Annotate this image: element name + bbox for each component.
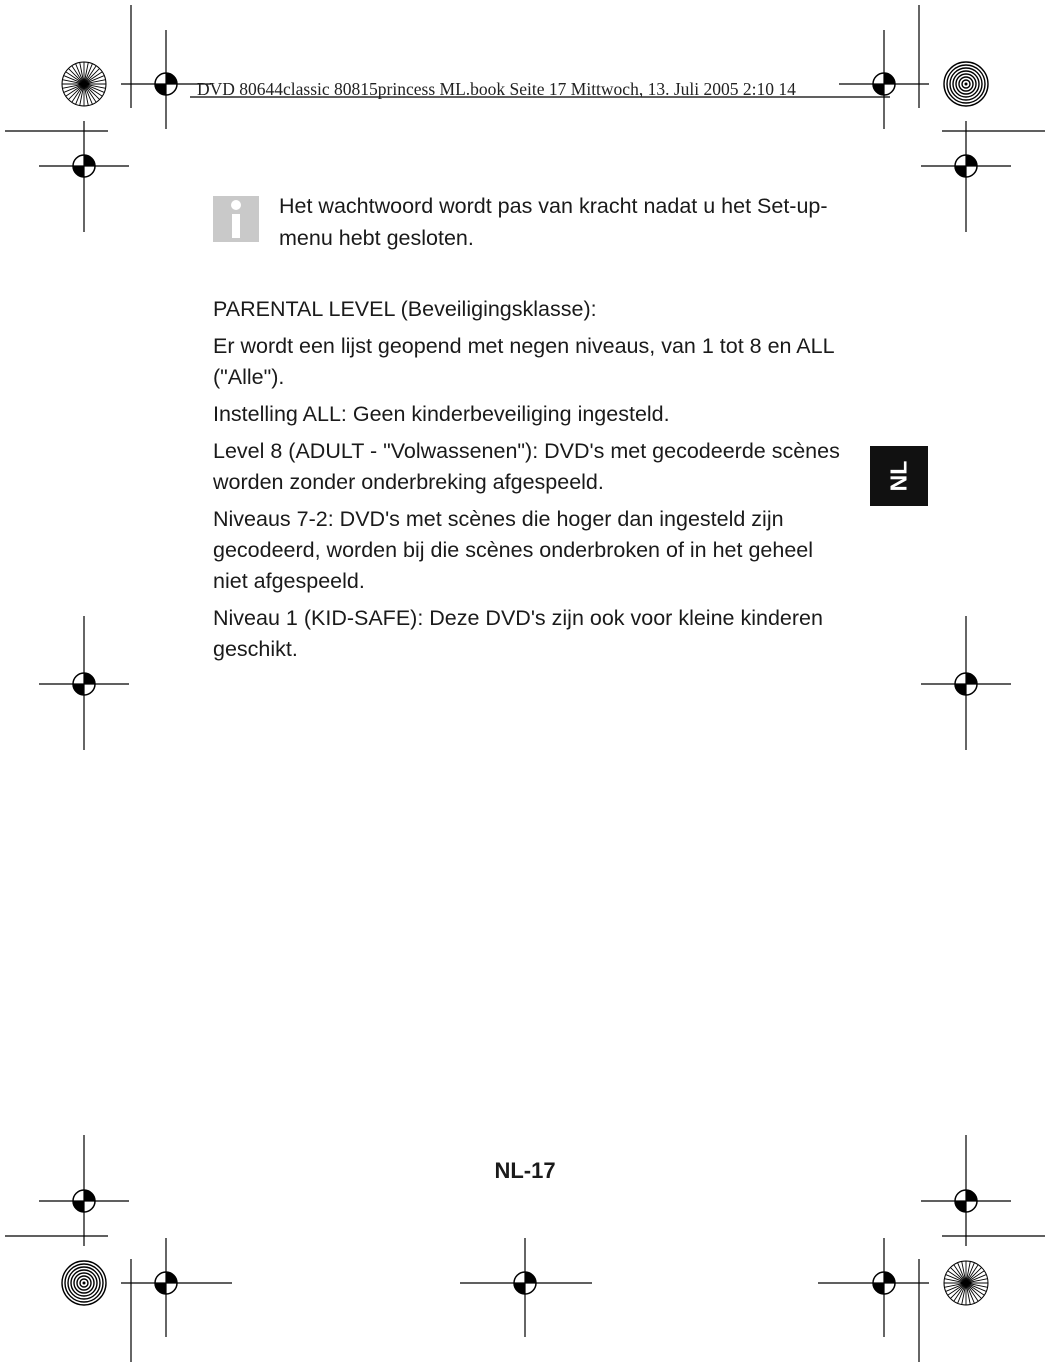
language-tab-label: NL [885, 460, 912, 492]
registration-mark-icon [921, 639, 1011, 729]
parental-level-section [213, 294, 853, 671]
key-term: ALL [302, 402, 341, 426]
ring-target-icon [944, 62, 988, 106]
ring-target-icon [62, 1261, 106, 1305]
registration-mark-icon [39, 121, 129, 211]
registration-mark-icon [839, 1238, 929, 1328]
paragraph: Niveaus 7-2: DVD's met scènes die hoger dan ingesteld zijn gecodeerd, worden bij die scènes onderbroken of in het geheel niet afgespeeld. [213, 507, 814, 593]
star-target-icon [944, 1261, 988, 1305]
page-number: NL-17 [494, 1158, 556, 1183]
key-term: KID-SAFE [311, 606, 411, 630]
print-header: DVD 80644classic 80815princess ML.book Seite 17 Mittwoch, 13. Juli 2005 2:10 14 [197, 79, 796, 99]
registration-mark-icon [39, 639, 129, 729]
star-target-icon [62, 62, 106, 106]
registration-mark-icon [921, 121, 1011, 211]
note-text: Het wachtwoord wordt pas van kracht nadat u het Set-up-menu hebt gesloten. [279, 194, 828, 250]
heading-key: PARENTAL LEVEL [213, 297, 395, 321]
paragraph: Instelling ALL: Geen kinderbeveiliging ingesteld. [213, 402, 670, 426]
language-tab [870, 446, 928, 506]
key-term: ADULT [295, 439, 364, 463]
paragraph: Niveau 1 (KID-SAFE): Deze DVD's zijn ook voor kleine kinderen geschikt. [213, 606, 823, 661]
paragraph: Er wordt een lijst geopend met negen niveaus, van 1 tot 8 en ALL ("Alle"). [213, 334, 834, 389]
key-term: ALL [796, 334, 834, 358]
registration-mark-icon [121, 1238, 211, 1328]
registration-mark-icon [480, 1238, 570, 1328]
section-heading: PARENTAL LEVEL (Beveiligingsklasse): [213, 297, 597, 321]
paragraph: Level 8 (ADULT - "Volwassenen"): DVD's met gecodeerde scènes worden zonder onderbreking afgespeeld. [213, 439, 840, 494]
info-icon [213, 196, 259, 242]
